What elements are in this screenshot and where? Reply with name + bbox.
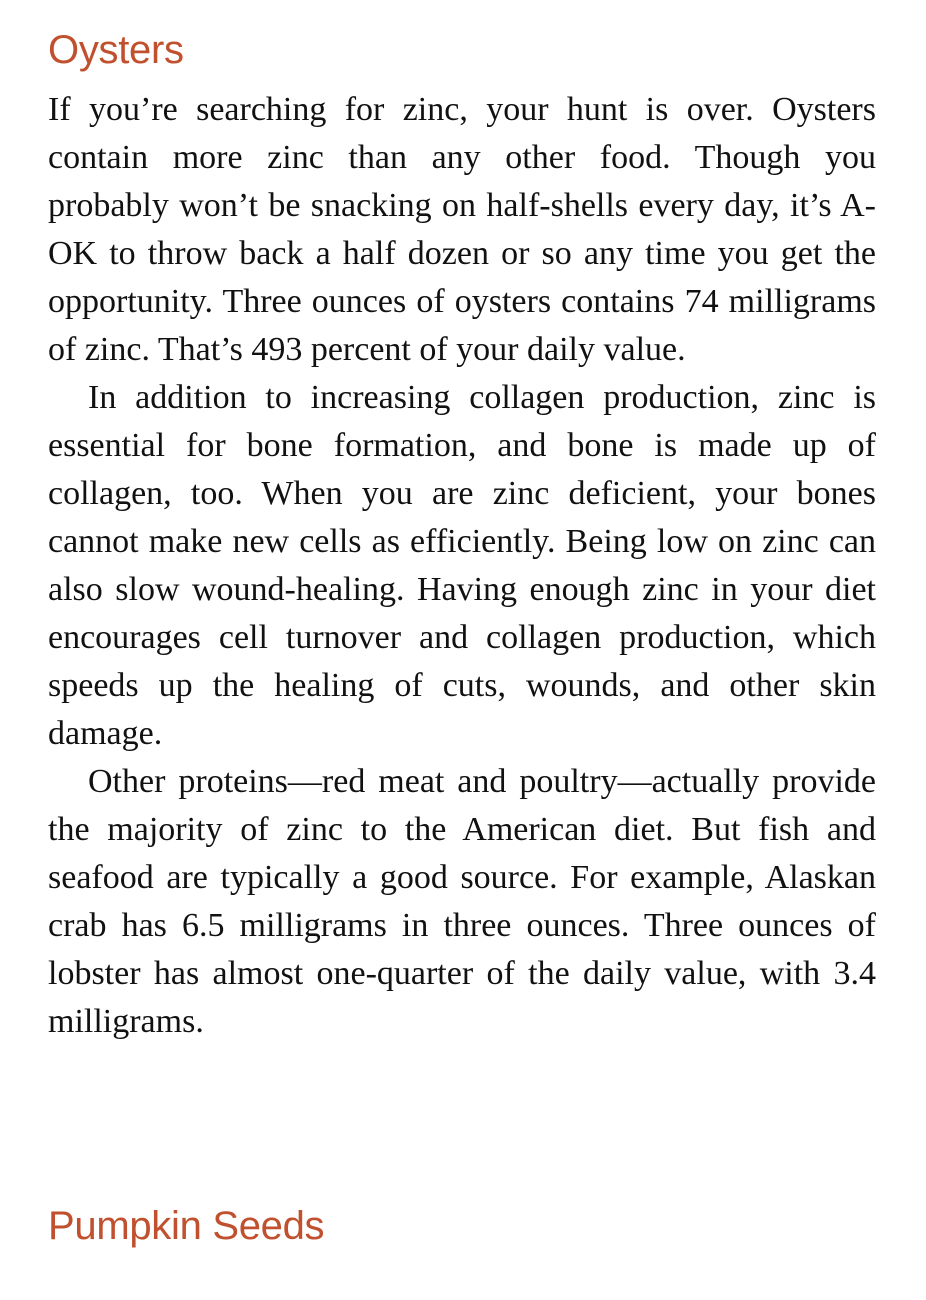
book-page xyxy=(48,24,876,1248)
section-heading-oysters: Oysters xyxy=(48,28,184,72)
paragraph-zinc-collagen: In addition to increasing collagen production, zinc is essential for bone formation, and bone is made up of collagen, too. When you are zinc deficient, your bones cannot make new cells as efficiently. Being low on zinc can also slow wound-healing. Having enough zinc in your diet encourages cell turnover and collagen production, which speeds up the healing of cuts, wounds, and other skin damage. xyxy=(48,379,876,752)
section-heading-pumpkin-seeds: Pumpkin Seeds xyxy=(48,1204,325,1248)
paragraph-oysters-intro: If you’re searching for zinc, your hunt is over. Oysters contain more zinc than any other food. Though you probably won’t be snacking on half-shells every day, it’s A-OK to throw back a half dozen or so any time you get the opportunity. Three ounces of oysters contains 74 milligrams of zinc. That’s 493 percent of your daily value. xyxy=(48,91,876,368)
paragraph-other-proteins: Other proteins—red meat and poultry—actually provide the majority of zinc to the American diet. But fish and seafood are typically a good source. For example, Alaskan crab has 6.5 milligrams in three ounces. Three ounces of lobster has almost one-quarter of the daily value, with 3.4 milligrams. xyxy=(48,763,876,1040)
